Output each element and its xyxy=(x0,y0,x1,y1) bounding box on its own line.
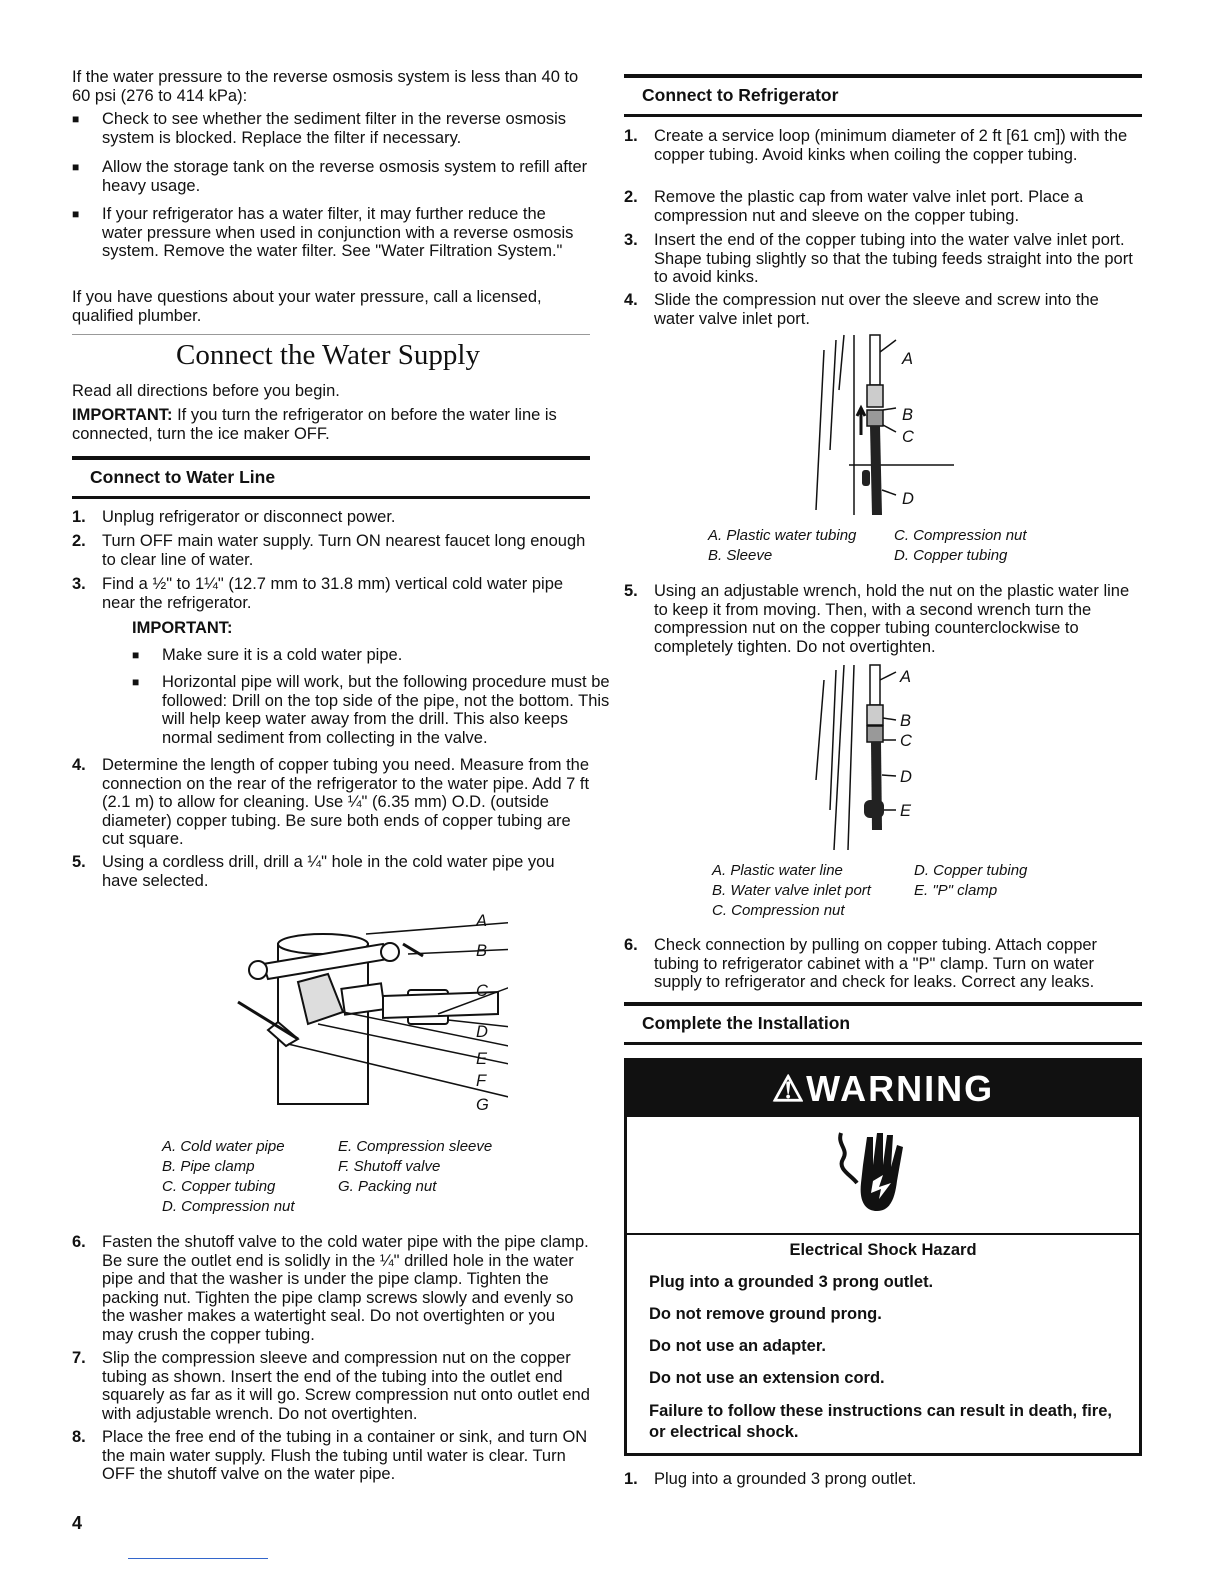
caption: A. Plastic water tubing xyxy=(708,527,857,544)
diagram-label: D xyxy=(900,768,912,786)
caption: D. Compression nut xyxy=(162,1198,295,1215)
diagram-label: B xyxy=(900,712,912,730)
step-text: Slip the compression sleeve and compression nut on the copper tubing as shown. Insert the end of the tubing into the outlet end squarely as far as it will go. Screw compression nut onto outlet end with adjustable wrench. Do not overtighten. xyxy=(102,1349,590,1423)
diagram-label: D xyxy=(902,490,914,508)
step-text: Insert the end of the copper tubing into the water valve inlet port. Shape tubing slightly so that the tubing feeds straight into the port to avoid kinks. xyxy=(654,231,1133,286)
caption: B. Sleeve xyxy=(708,547,773,564)
step-number: 4. xyxy=(72,756,86,774)
step-number: 1. xyxy=(624,1470,638,1488)
step-text: Plug into a grounded 3 prong outlet. xyxy=(654,1470,917,1488)
page-number: 4 xyxy=(72,1513,83,1533)
diagram-label: G xyxy=(476,1096,489,1114)
step-number: 4. xyxy=(624,291,638,309)
step xyxy=(624,936,1142,992)
plastic-tubing-shape xyxy=(870,335,880,385)
step-text: Using a cordless drill, drill a ¼" hole in the cold water pipe you have selected. xyxy=(102,853,555,890)
step xyxy=(624,1470,1142,1489)
step xyxy=(624,582,1142,656)
diagram-label: A xyxy=(900,668,912,686)
caption: C. Compression nut xyxy=(712,902,845,919)
step-text: Place the free end of the tubing in a container or sink, and turn ON the main water supply. Flush the tubing until water is clear. Turn OFF the shutoff valve on the water pipe. xyxy=(102,1428,588,1483)
section-title: Connect to Water Line xyxy=(90,467,276,487)
bullet-item: ■ Check to see whether the sediment filter in the reverse osmosis system is blocked. Replace the filter if necessary. xyxy=(72,110,590,147)
warning-header xyxy=(627,1061,1139,1117)
step xyxy=(624,127,1142,164)
step xyxy=(72,1233,590,1344)
compression-nut-shape xyxy=(867,410,883,426)
step-text: Unplug refrigerator or disconnect power. xyxy=(102,508,396,526)
diagram-label: C xyxy=(902,428,914,446)
step-number: 7. xyxy=(72,1349,86,1367)
warning-line: Plug into a grounded 3 prong outlet. xyxy=(649,1273,934,1291)
divider xyxy=(627,1233,1139,1235)
step xyxy=(624,188,1142,225)
caption: D. Copper tubing xyxy=(894,547,1008,564)
copper-tubing-shape xyxy=(870,426,882,515)
step-text: Fasten the shutoff valve to the cold water pipe with the pipe clamp. Be sure the outlet end is solidly in the ¼" drilled hole in the water pipe and that the washer is under the pipe clamp. Tighten the packing nut. Tighten the pipe clamp screws slowly and evenly so the washer makes a watertight seal. Do not overtighten or you may crush the copper tubing. xyxy=(102,1233,589,1344)
diagram-label: E xyxy=(476,1050,488,1068)
divider xyxy=(72,334,590,335)
caption: A. Cold water pipe xyxy=(162,1138,285,1155)
step-text: Using an adjustable wrench, hold the nut on the plastic water line to keep it from moving. Then, with a second wrench turn the compression nut on the copper tubing counterclockwise to completely tighten. Do not overtighten. xyxy=(654,582,1130,656)
caption: C. Compression nut xyxy=(894,527,1027,544)
water-valve-inlet-port-shape xyxy=(867,705,883,725)
electrical-shock-hand-icon xyxy=(833,1125,929,1221)
step-text: Find a ½" to 1¼" (12.7 mm to 31.8 mm) vertical cold water pipe near the refrigerator. xyxy=(102,575,564,612)
caption: E. Compression sleeve xyxy=(338,1138,493,1155)
warning-triangle-icon: ⚠ xyxy=(771,1068,807,1109)
step-number: 6. xyxy=(72,1233,86,1251)
read-directions: Read all directions before you begin. xyxy=(72,382,340,400)
step-number: 5. xyxy=(72,853,86,871)
caption: C. Copper tubing xyxy=(162,1178,276,1195)
diagram-label: B xyxy=(902,406,914,424)
step-text: Remove the plastic cap from water valve inlet port. Place a compression nut and sleeve on the copper tubing. xyxy=(654,188,1084,225)
step-number: 1. xyxy=(72,508,86,526)
diagram-label: A xyxy=(476,912,488,930)
step xyxy=(72,508,590,527)
step-number: 8. xyxy=(72,1428,86,1446)
step-text: Check connection by pulling on copper tubing. Attach copper tubing to refrigerator cabinet with a "P" clamp. Turn on water supply to refrigerator and check for leaks. Correct any leaks. xyxy=(654,936,1098,991)
inlet-port-diagram-2 xyxy=(804,660,964,855)
shutoff-valve-diagram xyxy=(168,904,508,1124)
plastic-water-line-shape xyxy=(870,665,880,705)
warning-title: WARNING xyxy=(806,1068,995,1109)
step xyxy=(72,853,590,890)
diagram-label: A xyxy=(902,350,914,368)
important-label: IMPORTANT: xyxy=(72,406,173,424)
warning-line: Do not use an adapter. xyxy=(649,1337,826,1355)
inlet-port-diagram-1 xyxy=(804,330,964,520)
section-header-water-line xyxy=(72,456,590,499)
warning-line: Failure to follow these instructions can result in death, fire, or electrical shock. xyxy=(649,1402,1112,1441)
warning-line: Do not use an extension cord. xyxy=(649,1369,885,1387)
diagram-label: D xyxy=(476,1023,488,1041)
plumber-note: If you have questions about your water pressure, call a licensed, qualified plumber. xyxy=(72,288,542,325)
pressure-intro: If the water pressure to the reverse osmosis system is less than 40 to 60 psi (276 to 414 kPa): xyxy=(72,68,579,105)
caption: G. Packing nut xyxy=(338,1178,437,1195)
step-number: 3. xyxy=(72,575,86,593)
step xyxy=(72,756,590,849)
bullet-item: ■ If your refrigerator has a water filter, it may further reduce the water pressure when used in conjunction with a reverse osmosis system. Remove the water filter. See "Water Filtration System." xyxy=(72,205,590,261)
step xyxy=(72,532,590,569)
p-clamp-shape xyxy=(864,800,884,818)
step-number: 5. xyxy=(624,582,638,600)
hazard-title: Electrical Shock Hazard xyxy=(789,1241,977,1259)
step xyxy=(624,291,1142,328)
step-text: Turn OFF main water supply. Turn ON nearest faucet long enough to clear line of water. xyxy=(102,532,586,569)
step xyxy=(72,1349,590,1423)
important-note xyxy=(72,406,588,443)
step-number: 2. xyxy=(624,188,638,206)
important-text: If you turn the refrigerator on before the water line is connected, turn the ice maker OFF. xyxy=(72,406,557,443)
caption: D. Copper tubing xyxy=(914,862,1028,879)
section-title: Connect to Refrigerator xyxy=(642,85,839,105)
caption: B. Pipe clamp xyxy=(162,1158,255,1175)
step xyxy=(72,575,590,612)
diagram-label: C xyxy=(476,982,488,1000)
diagram-label: C xyxy=(900,732,912,750)
bullet-item: ■ Horizontal pipe will work, but the following procedure must be followed: Drill on the top side of the pipe, not the bottom. This will help keep water away from the drill. This also keeps normal sediment from collecting in the valve. xyxy=(132,673,618,747)
compression-nut-shape xyxy=(867,726,883,742)
step-text: Determine the length of copper tubing you need. Measure from the connection on the rear of the refrigerator to the water pipe. Add 7 ft (2.1 m) to allow for cleaning. Use ¼" (6.35 mm) O.D. (outside diameter) copper tubing. Be sure both ends of copper tubing are cut square. xyxy=(102,756,590,848)
step-number: 6. xyxy=(624,936,638,954)
diagram-label: B xyxy=(476,942,488,960)
bullet-item: ■ Allow the storage tank on the reverse osmosis system to refill after heavy usage. xyxy=(72,158,590,195)
step3-important: IMPORTANT: xyxy=(132,619,233,637)
caption: F. Shutoff valve xyxy=(338,1158,441,1175)
step-number: 3. xyxy=(624,231,638,249)
step-text: Create a service loop (minimum diameter of 2 ft [61 cm]) with the copper tubing. Avoid kinks when coiling the copper tubing. xyxy=(654,127,1128,164)
section-title: Complete the Installation xyxy=(642,1013,851,1033)
step-text: Slide the compression nut over the sleeve and screw into the water valve inlet port. xyxy=(654,291,1099,328)
footer-line xyxy=(128,1558,268,1559)
diagram-label: E xyxy=(900,802,912,820)
diagram-label: F xyxy=(476,1072,487,1090)
step-number: 1. xyxy=(624,127,638,145)
warning-box xyxy=(624,1058,1142,1456)
page-title: Connect the Water Supply xyxy=(176,339,480,371)
section-header-complete xyxy=(624,1002,1142,1045)
step xyxy=(624,231,1142,287)
section-header-refrigerator xyxy=(624,74,1142,117)
caption: E. "P" clamp xyxy=(914,882,998,899)
step-number: 2. xyxy=(72,532,86,550)
step xyxy=(72,1428,590,1484)
warning-line: Do not remove ground prong. xyxy=(649,1305,882,1323)
bullet-item: ■ Make sure it is a cold water pipe. xyxy=(132,646,618,665)
caption: B. Water valve inlet port xyxy=(712,882,871,899)
caption: A. Plastic water line xyxy=(712,862,843,879)
